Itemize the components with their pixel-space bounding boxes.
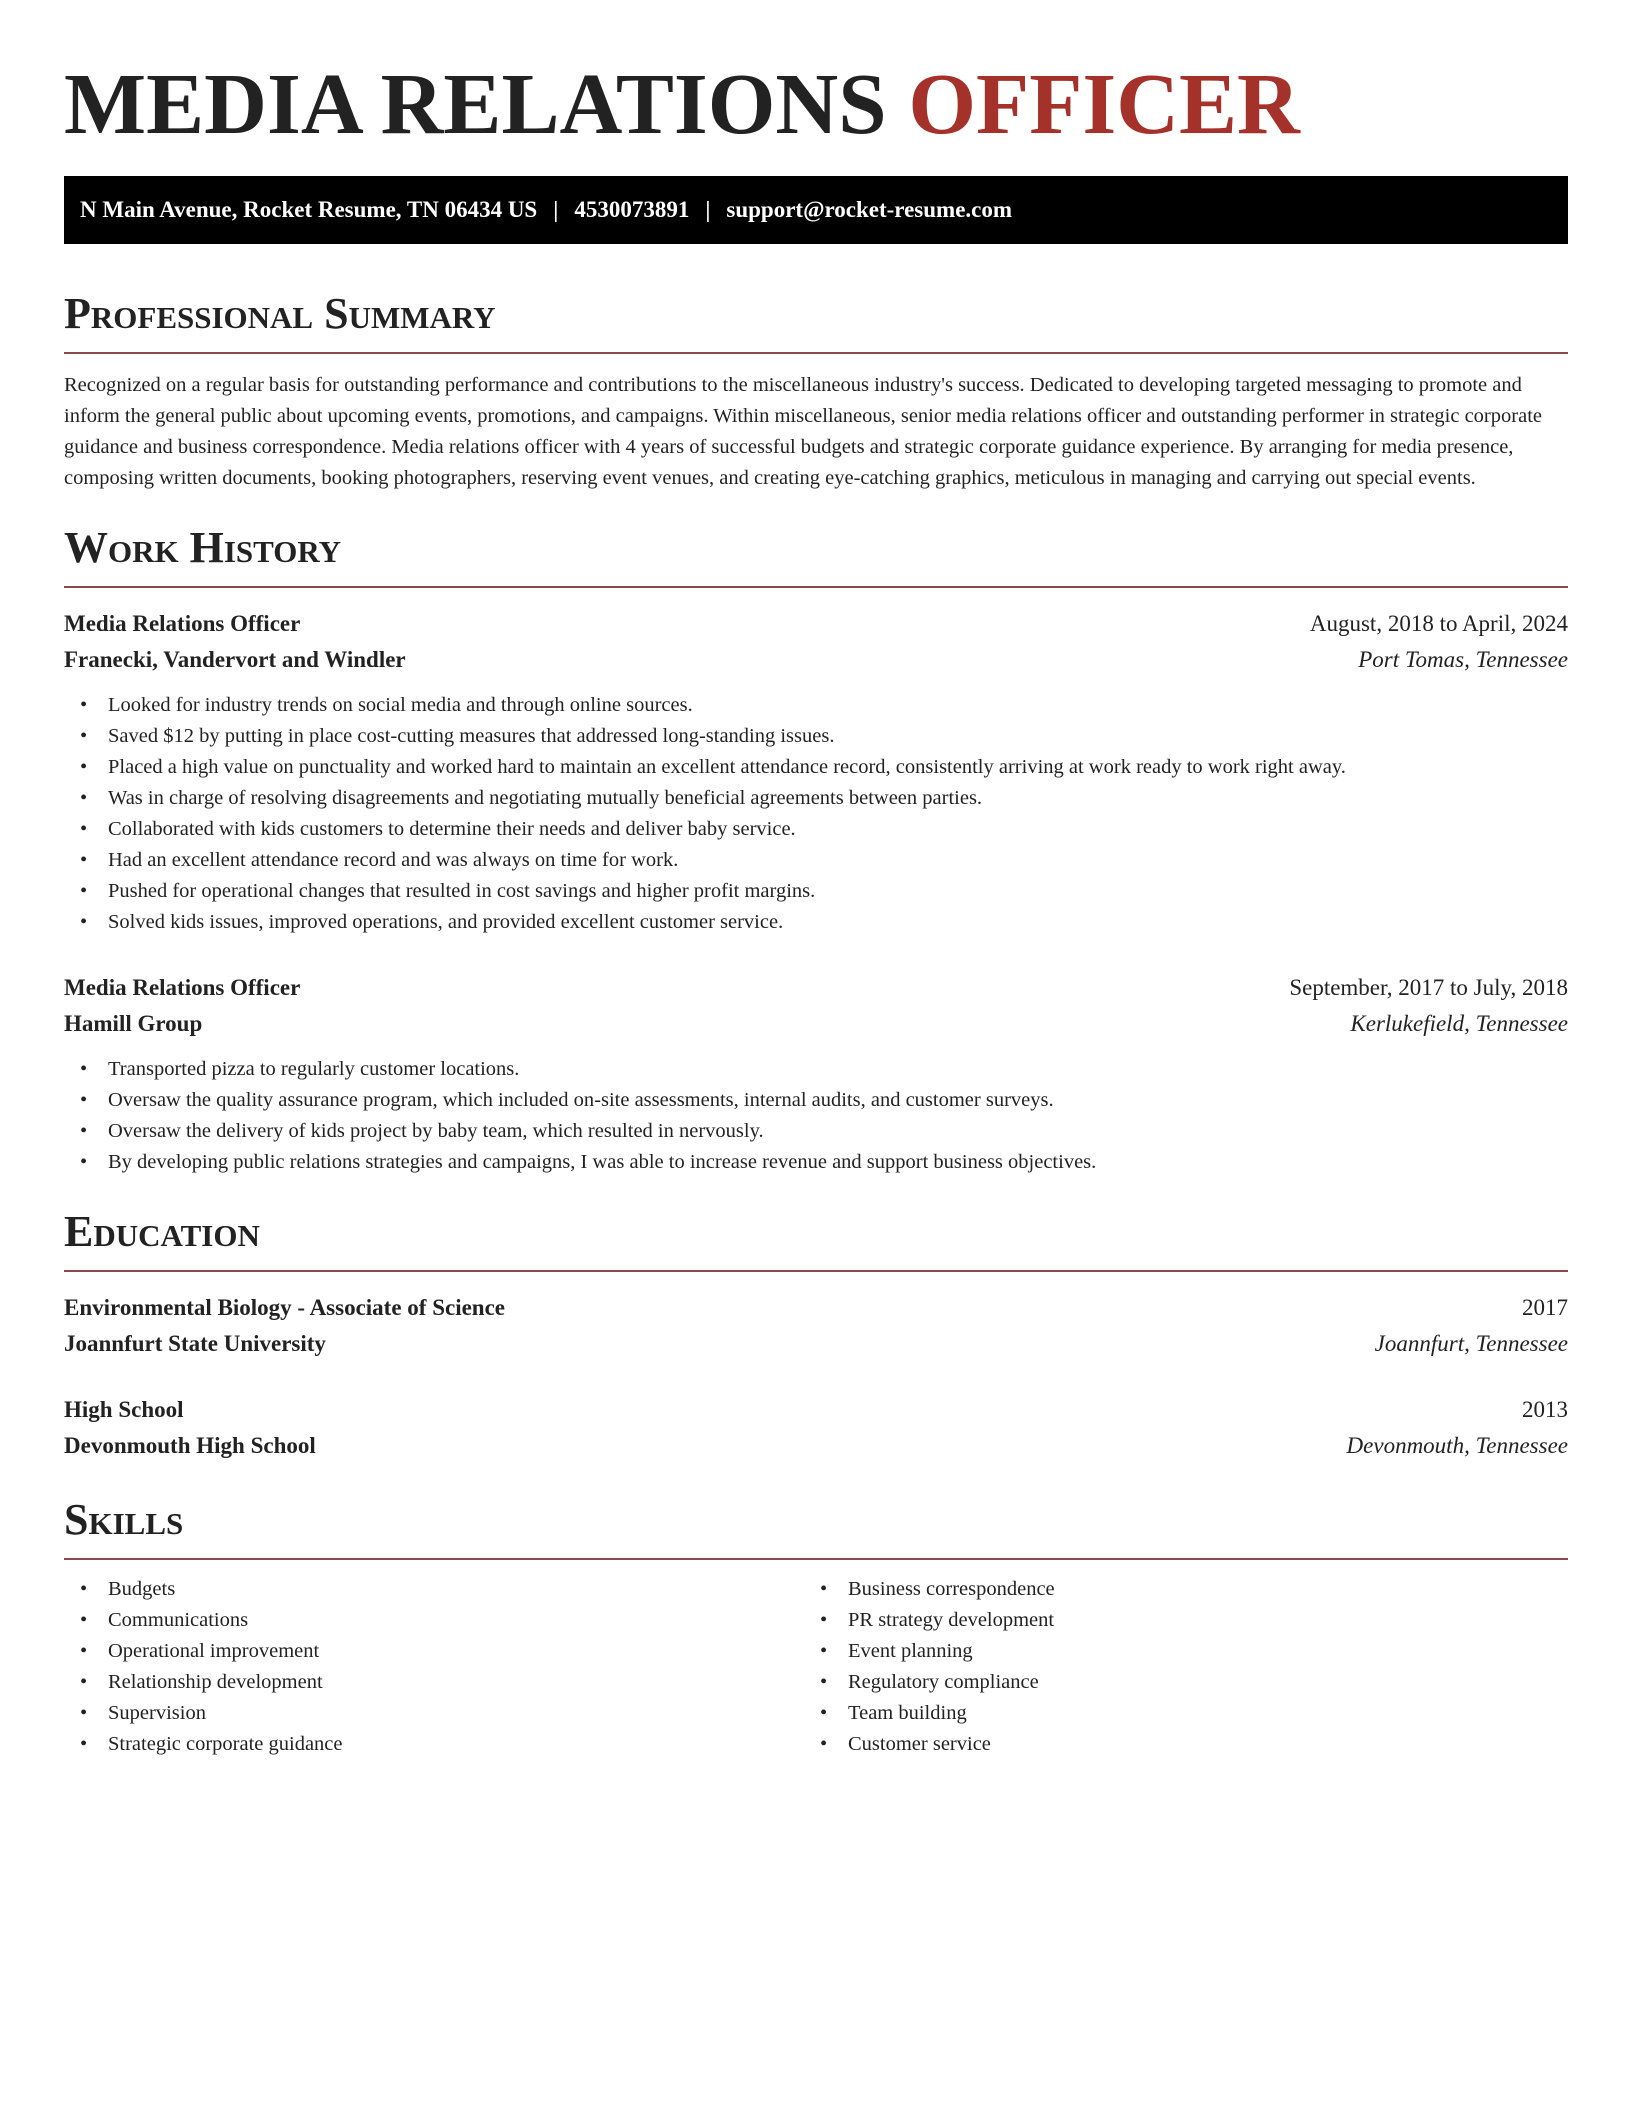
skill-item: • Relationship development bbox=[64, 1667, 804, 1698]
professional-summary-section bbox=[64, 288, 1568, 494]
job-company: Franecki, Vandervort and Windler bbox=[64, 647, 406, 672]
skills-list-left bbox=[64, 1574, 804, 1760]
education-section bbox=[64, 1206, 1568, 1464]
job-bullet: • Looked for industry trends on social media and through online sources. bbox=[64, 690, 1568, 721]
job-entry bbox=[64, 606, 1568, 938]
job-bullet: • Oversaw the quality assurance program, which included on-site assessments, internal audits, and customer surveys. bbox=[64, 1085, 1568, 1116]
contact-email: support@rocket-resume.com bbox=[726, 197, 1013, 222]
page-title bbox=[64, 0, 1568, 176]
education-location: Devonmouth, Tennessee bbox=[1346, 1433, 1568, 1458]
job-bullet: • Oversaw the delivery of kids project by baby team, which resulted in nervously. bbox=[64, 1116, 1568, 1147]
education-school: Devonmouth High School bbox=[64, 1433, 316, 1458]
section-heading-education: Education bbox=[64, 1207, 260, 1256]
job-bullet: • Saved $12 by putting in place cost-cutting measures that addressed long-standing issues. bbox=[64, 721, 1568, 752]
skills-columns bbox=[64, 1574, 1568, 1760]
education-school-row bbox=[64, 1428, 1568, 1464]
education-location: Joannfurt, Tennessee bbox=[1374, 1331, 1568, 1356]
job-bullet: • Was in charge of resolving disagreements and negotiating mutually beneficial agreements between parties. bbox=[64, 783, 1568, 814]
section-divider bbox=[64, 1558, 1568, 1560]
job-bullet: • Solved kids issues, improved operations, and provided excellent customer service. bbox=[64, 907, 1568, 938]
skills-list-right bbox=[804, 1574, 1568, 1760]
job-company-row bbox=[64, 1006, 1568, 1042]
section-heading-summary: Professional Summary bbox=[64, 289, 496, 338]
contact-separator: | bbox=[705, 197, 711, 222]
skills-section bbox=[64, 1494, 1568, 1760]
education-entry bbox=[64, 1392, 1568, 1464]
section-divider bbox=[64, 586, 1568, 588]
title-accent: OFFICER bbox=[908, 55, 1300, 152]
education-degree-row bbox=[64, 1290, 1568, 1326]
skill-item: • PR strategy development bbox=[804, 1605, 1568, 1636]
job-bullet: • Transported pizza to regularly customer locations. bbox=[64, 1054, 1568, 1085]
contact-phone: 4530073891 bbox=[574, 197, 690, 222]
contact-address: N Main Avenue, Rocket Resume, TN 06434 US bbox=[80, 197, 538, 222]
job-bullet: • Had an excellent attendance record and was always on time for work. bbox=[64, 845, 1568, 876]
skill-item: • Regulatory compliance bbox=[804, 1667, 1568, 1698]
education-school: Joannfurt State University bbox=[64, 1331, 326, 1356]
job-bullets bbox=[64, 1054, 1568, 1178]
skill-item: • Strategic corporate guidance bbox=[64, 1729, 804, 1760]
job-title: Media Relations Officer bbox=[64, 611, 301, 636]
job-location: Port Tomas, Tennessee bbox=[1358, 647, 1568, 672]
job-dates: September, 2017 to July, 2018 bbox=[1289, 975, 1568, 1000]
education-year: 2017 bbox=[1522, 1295, 1568, 1320]
job-bullets bbox=[64, 690, 1568, 938]
education-degree: High School bbox=[64, 1397, 184, 1422]
contact-separator: | bbox=[553, 197, 559, 222]
contact-bar bbox=[64, 176, 1568, 244]
education-school-row bbox=[64, 1326, 1568, 1362]
job-title: Media Relations Officer bbox=[64, 975, 301, 1000]
job-entry bbox=[64, 970, 1568, 1178]
education-degree: Environmental Biology - Associate of Science bbox=[64, 1295, 506, 1320]
skill-item: • Budgets bbox=[64, 1574, 804, 1605]
job-location: Kerlukefield, Tennessee bbox=[1350, 1011, 1568, 1036]
job-company-row bbox=[64, 642, 1568, 678]
job-bullet: • By developing public relations strategies and campaigns, I was able to increase revenue and support business objectives. bbox=[64, 1147, 1568, 1178]
section-divider bbox=[64, 1270, 1568, 1272]
section-heading-work-history: Work History bbox=[64, 523, 342, 572]
job-company: Hamill Group bbox=[64, 1011, 203, 1036]
job-bullet: • Placed a high value on punctuality and worked hard to maintain an excellent attendance record, consistently arriving at work ready to work right away. bbox=[64, 752, 1568, 783]
skill-item: • Business correspondence bbox=[804, 1574, 1568, 1605]
section-heading-skills: Skills bbox=[64, 1495, 184, 1544]
job-header-row bbox=[64, 606, 1568, 642]
education-degree-row bbox=[64, 1392, 1568, 1428]
skill-item: • Customer service bbox=[804, 1729, 1568, 1760]
skill-item: • Event planning bbox=[804, 1636, 1568, 1667]
job-bullet: • Pushed for operational changes that resulted in cost savings and higher profit margins. bbox=[64, 876, 1568, 907]
title-main: MEDIA RELATIONS bbox=[64, 55, 887, 152]
skill-item: • Supervision bbox=[64, 1698, 804, 1729]
section-divider bbox=[64, 352, 1568, 354]
summary-text: Recognized on a regular basis for outstanding performance and contributions to the miscellaneous industry's success. Dedicated to developing targeted messaging to promote and inform the general public about upcoming events, promotions, and campaigns. Within miscellaneous, senior media relations officer and outstanding performer in strategic corporate guidance and business correspondence. Media relations officer with 4 years of successful budgets and strategic corporate guidance experience. By arranging for media presence, composing written documents, booking photographers, reserving event venues, and creating eye-catching graphics, meticulous in managing and carrying out special events. bbox=[64, 374, 1542, 489]
skill-item: • Operational improvement bbox=[64, 1636, 804, 1667]
skill-item: • Communications bbox=[64, 1605, 804, 1636]
work-history-section bbox=[64, 522, 1568, 1178]
education-year: 2013 bbox=[1522, 1397, 1568, 1422]
job-header-row bbox=[64, 970, 1568, 1006]
education-entry bbox=[64, 1290, 1568, 1362]
job-dates: August, 2018 to April, 2024 bbox=[1309, 611, 1568, 636]
job-bullet: • Collaborated with kids customers to determine their needs and deliver baby service. bbox=[64, 814, 1568, 845]
skill-item: • Team building bbox=[804, 1698, 1568, 1729]
